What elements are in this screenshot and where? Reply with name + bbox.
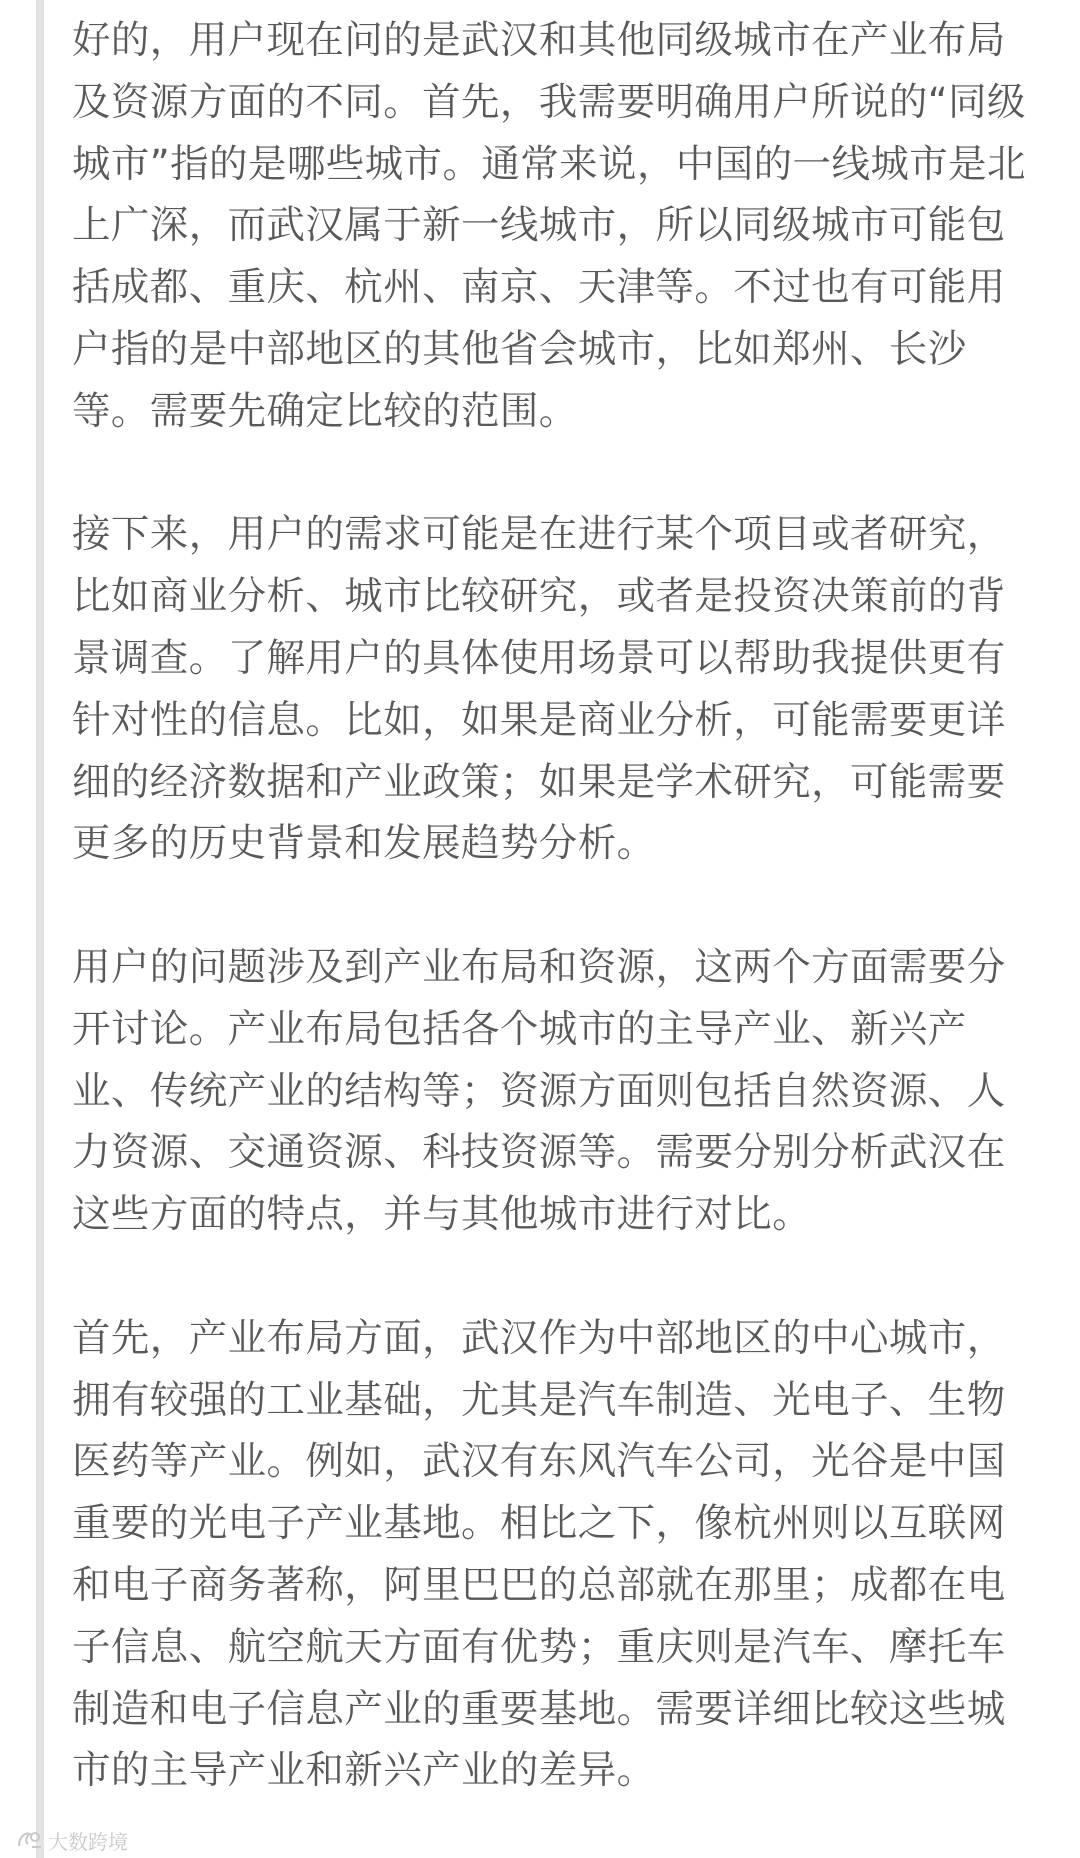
paragraph-1: 好的，用户现在问的是武汉和其他同级城市在产业布局及资源方面的不同。首先，我需要明确用户所说的“同级城市”指的是哪些城市。通常来说，中国的一线城市是北上广深，而武汉属于新一线城市，所以同级城市可能包括成都、重庆、杭州、南京、天津等。不过也有可能用户指的是中部地区的其他省会城市，比如郑州、长沙等。需要先确定比较的范围。 (72, 18, 1026, 434)
paragraph-3: 用户的问题涉及到产业布局和资源，这两个方面需要分开讨论。产业布局包括各个城市的主导产业、新兴产业、传统产业的结构等；资源方面则包括自然资源、人力资源、交通资源、科技资源等。需要分别分析武汉在这些方面的特点，并与其他城市进行对比。 (72, 944, 1006, 1238)
paragraph-4: 首先，产业布局方面，武汉作为中部地区的中心城市，拥有较强的工业基础，尤其是汽车制造、光电子、生物医药等产业。例如，武汉有东风汽车公司，光谷是中国重要的光电子产业基地。相比之下，像杭州则以互联网和电子商务著称，阿里巴巴的总部就在那里；成都在电子信息、航空航天方面有优势；重庆则是汽车、摩托车制造和电子信息产业的重要基地。需要详细比较这些城市的主导产业和新兴产业的差异。 (72, 1315, 1006, 1794)
quoted-text-block (72, 10, 1032, 1802)
watermark-text: 大数跨境 (48, 1829, 128, 1854)
brand-logo-icon (16, 1829, 44, 1851)
watermark (16, 1826, 128, 1854)
quote-bar (36, 0, 44, 1858)
paragraph-2: 接下来，用户的需求可能是在进行某个项目或者研究，比如商业分析、城市比较研究，或者是投资决策前的背景调查。了解用户的具体使用场景可以帮助我提供更有针对性的信息。比如，如果是商业分析，可能需要更详细的经济数据和产业政策；如果是学术研究，可能需要更多的历史背景和发展趋势分析。 (72, 512, 1006, 867)
